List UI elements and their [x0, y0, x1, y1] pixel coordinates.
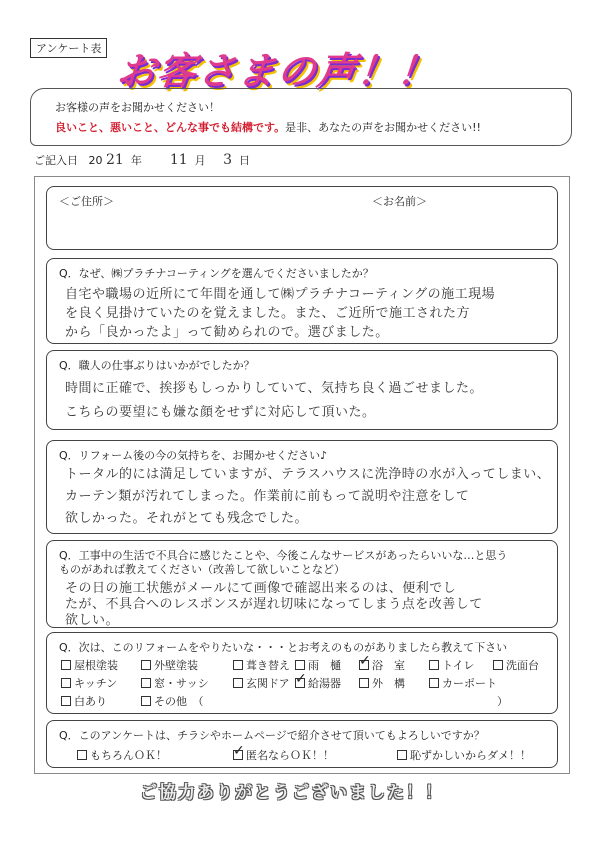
- answer-2-line-2: こちらの要望にも嫌な顔をせずに対応して頂いた。: [65, 405, 376, 420]
- answer-3-line-3: 欲しかった。それがとても残念でした。: [65, 511, 309, 526]
- option-water-heater[interactable]: [295, 675, 341, 691]
- date-label: ご記入日: [34, 154, 78, 167]
- option-ok[interactable]: [77, 747, 167, 763]
- checkbox[interactable]: [429, 660, 439, 670]
- checkbox-checked[interactable]: [359, 660, 369, 670]
- option-label: 玄関ドア: [246, 677, 290, 690]
- date-month: 11: [169, 152, 188, 168]
- question-box-3: [46, 440, 558, 534]
- thanks-message: ご協力ありがとうございました！！: [140, 783, 444, 803]
- answer-1-line-2: を良く見掛けていたのを覚えました。また、ご近所で施工された方: [65, 306, 471, 321]
- other-close-paren: ）: [497, 695, 508, 708]
- answer-1-line-1: 自宅や職場の近所にて年間を通して㈱プラチナコーティングの施工現場: [65, 287, 496, 302]
- question-box-5: [46, 632, 558, 714]
- intro-line-1: お客様の声をお聞かせください！: [55, 101, 220, 114]
- question-4-line-2: ものがあれば教えてください（改善して欲しいことなど）: [59, 563, 345, 576]
- option-label: その他 （: [154, 695, 204, 708]
- date-year: 21: [106, 152, 124, 168]
- checkbox[interactable]: [359, 678, 369, 688]
- answer-4-line-1: その日の施工状態がメールにて画像で確認出来るのは、便利でし: [65, 581, 457, 596]
- option-bathroom[interactable]: [359, 657, 405, 673]
- answer-1-line-3: から「良かったよ」って勧められので。選びました。: [65, 325, 389, 340]
- question-1: Q．なぜ、㈱プラチナコーティングを選んでくださいましたか？: [59, 267, 374, 280]
- checkbox[interactable]: [141, 678, 151, 688]
- checkbox[interactable]: [61, 678, 71, 688]
- option-no[interactable]: [397, 747, 531, 763]
- option-exterior[interactable]: [359, 675, 405, 691]
- date-day: 3: [223, 152, 233, 168]
- question-5: Q．次は、このリフォームをやりたいな・・・とお考えのものがありましたら教えて下さい: [59, 641, 508, 654]
- checkbox[interactable]: [429, 678, 439, 688]
- option-entrance-door[interactable]: [233, 675, 290, 691]
- checkbox[interactable]: [61, 660, 71, 670]
- question-box-4: [46, 540, 558, 628]
- intro-line-2: [55, 119, 481, 135]
- question-6: Q．このアンケートは、チラシやホームページで紹介させて頂いてもよろしいですか？: [59, 729, 485, 742]
- option-roof-paint[interactable]: [61, 657, 118, 673]
- option-washstand[interactable]: [493, 657, 539, 673]
- option-label: 外 構: [372, 677, 405, 690]
- checkbox[interactable]: [141, 696, 151, 706]
- option-label: 給湯器: [308, 677, 341, 690]
- option-label: 葺き替え: [246, 659, 290, 672]
- checkbox[interactable]: [295, 660, 305, 670]
- date-month-label: 月: [194, 154, 206, 167]
- option-anonymous-ok[interactable]: [233, 747, 334, 763]
- checkbox-checked[interactable]: [233, 750, 243, 760]
- checkbox[interactable]: [77, 750, 87, 760]
- form-tag: アンケート表: [30, 38, 107, 58]
- option-termite[interactable]: [61, 693, 107, 709]
- question-box-1: [46, 258, 558, 344]
- option-wall-paint[interactable]: [141, 657, 198, 673]
- question-box-6: [46, 720, 558, 768]
- option-window-sash[interactable]: [141, 675, 209, 691]
- option-label: 外壁塗装: [154, 659, 198, 672]
- option-carport[interactable]: [429, 675, 497, 691]
- checkbox[interactable]: [141, 660, 151, 670]
- option-label: トイレ: [442, 659, 475, 672]
- option-label: カーポート: [442, 677, 497, 690]
- option-label: キッチン: [74, 677, 118, 690]
- option-label: 浴 室: [372, 659, 405, 672]
- option-label: 匿名ならＯＫ！！: [246, 749, 334, 762]
- intro-banner: [30, 88, 572, 146]
- checkbox-checked[interactable]: [295, 678, 305, 688]
- checkbox[interactable]: [61, 696, 71, 706]
- option-label: 恥ずかしいからダメ！！: [410, 749, 531, 762]
- checkbox[interactable]: [233, 678, 243, 688]
- option-label: 屋根塗装: [74, 659, 118, 672]
- option-toilet[interactable]: [429, 657, 474, 673]
- option-kitchen[interactable]: [61, 675, 117, 691]
- answer-2-line-1: 時間に正確で、挨拶もしっかりしていて、気持ち良く過ごせました。: [65, 381, 483, 396]
- option-label: もちろんＯＫ！: [90, 749, 167, 762]
- option-label: 白あり: [74, 695, 107, 708]
- option-label: 窓・サッシ: [154, 677, 209, 690]
- address-label: ＜ご住所＞: [59, 195, 114, 208]
- answer-4-line-2: たが、不具合へのレスポンスが遅れ切味になってしまう点を改善して: [65, 597, 483, 612]
- question-2: Q．職人の仕事ぶりはいかがでしたか？: [59, 359, 255, 372]
- option-label: 洗面台: [506, 659, 539, 672]
- intro-line-2-rest: 是非、あなたの声をお聞かせください!!: [285, 121, 481, 134]
- intro-line-2-red: 良いこと、悪いこと、どんな事でも結構です。: [55, 121, 286, 134]
- date-day-label: 日: [239, 154, 251, 167]
- date-era: 20: [88, 154, 103, 167]
- entry-date: [34, 152, 250, 168]
- answer-3-line-1: トータル的には満足していますが、テラスハウスに洗浄時の水が入ってしまい、: [65, 467, 551, 482]
- question-3: Q．リフォーム後の今の気持ちを、お聞かせください♪: [59, 449, 328, 462]
- info-box: [46, 186, 558, 250]
- name-label: ＜お名前＞: [372, 195, 427, 208]
- checkbox[interactable]: [493, 660, 503, 670]
- answer-4-line-3: 欲しい。: [65, 613, 120, 628]
- checkbox[interactable]: [397, 750, 407, 760]
- checkbox[interactable]: [233, 660, 243, 670]
- page-title: お客さまの声！！: [114, 49, 441, 93]
- date-year-label: 年: [130, 154, 142, 167]
- option-label: 雨 樋: [308, 659, 341, 672]
- answer-3-line-2: カーテン類が汚れてしまった。作業前に前もって説明や注意をして: [65, 489, 470, 504]
- option-other[interactable]: [141, 693, 204, 709]
- question-box-2: [46, 350, 558, 430]
- option-reroofing[interactable]: [233, 657, 290, 673]
- question-4: Q．工事中の生活で不具合に感じたことや、今後こんなサービスがあったらいいな…と思う: [59, 549, 508, 562]
